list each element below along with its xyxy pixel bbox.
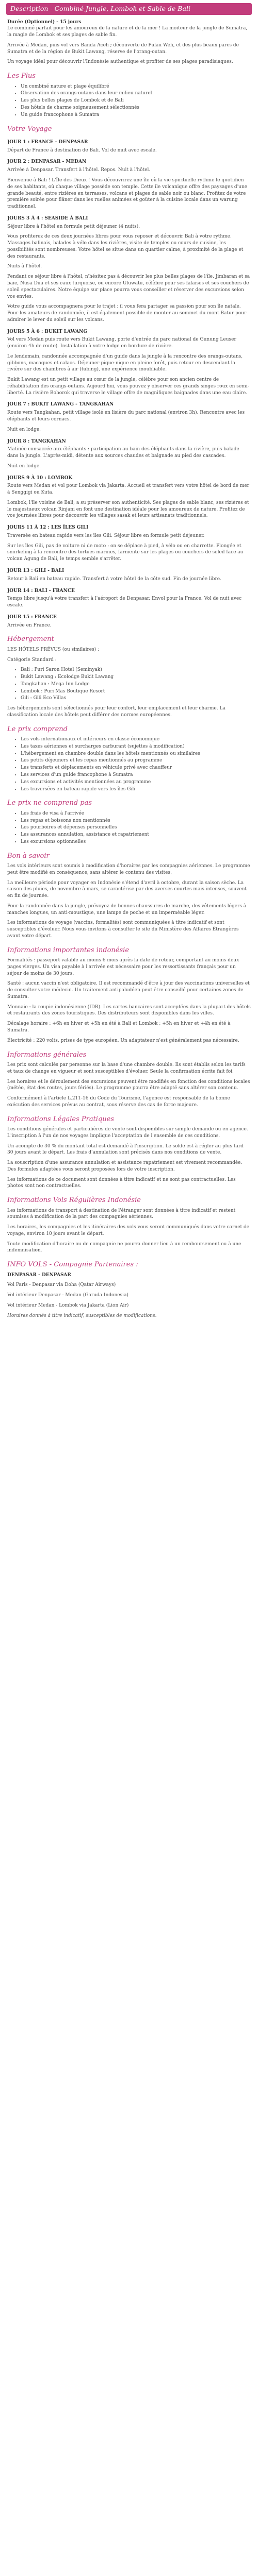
paragraph: Votre guide vous accompagnera pour le trajet : il vous fera partager sa passion pour son île natale. Pour les amateurs de randonnée, il est également possible de monter au sommet du mont Batur pour admirer le lever du soleil sur les volcans. xyxy=(7,304,247,323)
list-item: • Les vols internationaux et intérieurs en classe économique xyxy=(21,736,251,743)
intro xyxy=(7,25,251,65)
paragraph: Route vers Medan et vol pour Lombok via Jakarta. Accueil et transfert vers votre hôtel de bord de mer à Senggigi ou Kuta. xyxy=(7,483,250,496)
section-heading: Informations générales xyxy=(7,1050,87,1059)
day-heading: JOUR 1 : FRANCE - DENPASAR xyxy=(7,139,88,145)
paragraph: Bienvenue à Bali ! L'Île des Dieux ! Vous découvrirez une île où la vie spirituelle rythme le quotidien de ses habitants, où chaque village possède son temple. Cette île volcanique offre des paysages d'une grande beauté, entre rizières en terrasses, volcans et plages de sable noir ou blanc. Profitez de votre première soirée pour flâner dans les ruelles animées et goûter à la cuisine locale dans un warung traditionnel. xyxy=(7,178,248,210)
flights-note: Horaires donnés à titre indicatif, susceptibles de modifications. xyxy=(7,1313,157,1318)
list-item: • Les frais de visa à l'arrivée xyxy=(21,810,251,817)
duration: Durée (Optionnel) - 15 jours xyxy=(7,19,82,25)
list-item: • Observation des orangs-outans dans leur milieu naturel xyxy=(21,90,251,97)
paragraph: Nuit en lodge. xyxy=(7,427,41,432)
section-heading: Informations Vols Régulières Indonésie xyxy=(7,1196,141,1205)
list-item: • Les excursions optionnelles xyxy=(21,839,251,845)
paragraph: Matinée consacrée aux éléphants : participation au bain des éléphants dans la rivière, puis balade dans la jungle. L'après-midi, détente aux sources chaudes et baignade au pied des cascades. xyxy=(7,447,239,459)
paragraph: Bukit Lawang est un petit village au cœur de la jungle, célèbre pour son ancien centre de réhabilitation des orangs-outans. Aujourd'hui, vous pouvez y observer ces grands singes roux en semi-liberté. La rivière Bohorok qui traverse le village offre de magnifiques baignades dans une eau claire. xyxy=(7,377,249,396)
paragraph: Les informations de transport à destination de l'étranger sont données à titre indicatif et restent soumises à modification de la part des compagnies aériennes. xyxy=(7,1208,236,1220)
list-item: • Les petits déjeuners et les repas mentionnés au programme xyxy=(21,757,251,764)
intro-paragraph: Le combiné parfait pour les amoureux de la nature et de la mer ! La moiteur de la jungle de Sumatra, la magie de Lombok et ses plages de sable fin. xyxy=(7,26,248,38)
paragraph: Toute modification d'horaire ou de compagnie ne pourra donner lieu à un remboursement ou à une indemnisation. xyxy=(7,1241,241,1253)
day-heading: JOUR 2 : DENPASAR - MEDAN xyxy=(7,159,87,165)
day-heading: JOURS 5 À 6 : BUKIT LAWANG xyxy=(7,329,88,334)
paragraph: Le lendemain, randonnée accompagnée d'un guide dans la jungle à la rencontre des orangs-outans, gibbons, macaques et calaos. Déjeuner pique-nique en pleine forêt, puis retour en descendant la rivière sur des chambres à air (tubing), une expérience inoubliable. xyxy=(7,353,243,372)
list-item: • Les pourboires et dépenses personnelles xyxy=(21,824,251,831)
day-heading: JOUR 14 : BALI - FRANCE xyxy=(7,588,75,594)
content xyxy=(0,19,258,1319)
intro-paragraph: Un voyage idéal pour découvrir l'Indonésie authentique et profiter de ses plages paradisiaques. xyxy=(7,59,233,65)
section-heading: Informations importantes indonésie xyxy=(7,946,130,954)
paragraph: Temps libre jusqu'à votre transfert à l'aéroport de Denpasar. Envol pour la France. Vol de nuit avec escale. xyxy=(7,596,242,608)
flights-info xyxy=(7,1260,251,1319)
section-heading: Votre Voyage xyxy=(7,125,52,133)
paragraph: Sur les îles Gili, pas de voiture ni de moto : on se déplace à pied, à vélo ou en charrette. Plongée et snorkeling à la rencontre des tortues marines, farniente sur les plages ou couchers de soleil face au volcan Agung de Bali, le temps semble s'arrêter. xyxy=(7,543,244,562)
section-heading: Bon à savoir xyxy=(7,852,50,860)
intro-paragraph: Arrivée à Medan, puis vol vers Banda Aceh ; découverte de Pulau Weh, et des plus beaux parcs de Sumatra et de la région de Bukit Lawang, réserve de l'orang-outan. xyxy=(7,42,239,55)
paragraph: Catégorie Standard : xyxy=(7,657,57,663)
paragraph: Les prix sont calculés par personne sur la base d'une chambre double. Ils sont établis selon les tarifs et taux de change en vigueur et sont susceptibles d'évoluer. Seule la confirmation écrite fait foi. xyxy=(7,1062,246,1074)
paragraph: Santé : aucun vaccin n'est obligatoire. Il est recommandé d'être à jour des vaccinations universelles et de consulter votre médecin. Un traitement antipaludéen peut être conseillé pour certaines zones de Sumatra. xyxy=(7,981,250,999)
section-heading: Le prix ne comprend pas xyxy=(7,799,92,807)
flights-line: Vol intérieur Denpasar - Medan (Garuda Indonesia) xyxy=(7,1293,128,1298)
list-item: • Lombok : Puri Mas Boutique Resort xyxy=(21,688,251,695)
paragraph: Un acompte de 30 % du montant total est demandé à l'inscription. Le solde est à régler au plus tard 30 jours avant le départ. Les frais d'annulation sont précisés dans nos conditions de vente. xyxy=(7,1143,244,1156)
page-title: Description - Combiné Jungle, Lombok et Sable de Bali xyxy=(6,3,252,15)
bullet-list xyxy=(7,810,251,845)
paragraph: Traversée en bateau rapide vers les îles Gili. Séjour libre en formule petit déjeuner. xyxy=(7,533,205,538)
bullet-list xyxy=(7,667,251,702)
paragraph: Retour à Bali en bateau rapide. Transfert à votre hôtel de la côte sud. Fin de journée libre. xyxy=(7,576,221,582)
list-item: • Bali : Puri Saron Hotel (Seminyak) xyxy=(21,667,251,673)
paragraph: Pour la randonnée dans la jungle, prévoyez de bonnes chaussures de marche, des vêtements légers à manches longues, un anti-moustique, une lampe de poche et un imperméable léger. xyxy=(7,903,247,916)
list-item: • Gili : Gili Eco Villas xyxy=(21,695,251,702)
paragraph: Vol vers Medan puis route vers Bukit Lawang, porte d'entrée du parc national de Gunung Leuser (environ 4h de route). Installation à votre lodge en bordure de rivière. xyxy=(7,337,236,349)
paragraph: Décalage horaire : +6h en hiver et +5h en été à Bali et Lombok ; +5h en hiver et +4h en été à Sumatra. xyxy=(7,1021,231,1033)
list-item: • Un guide francophone à Sumatra xyxy=(21,112,251,118)
list-item: • Tangkahan : Mega Inn Lodge xyxy=(21,681,251,688)
paragraph: Nuit en lodge. xyxy=(7,463,41,469)
list-item: • Les taxes aériennes et surcharges carburant (sujettes à modification) xyxy=(21,743,251,750)
section-heading: Informations Légales Pratiques xyxy=(7,1115,115,1123)
section xyxy=(7,125,251,629)
flights-route: DENPASAR - DENPASAR xyxy=(7,1272,71,1278)
paragraph: Formalités : passeport valable au moins 6 mois après la date de retour, comportant au moins deux pages vierges. Un visa payable à l'arrivée est nécessaire pour les ressortissants français pour un séjour de moins de 30 jours. xyxy=(7,958,239,976)
paragraph: Séjour libre à l'hôtel en formule petit déjeuner (4 nuits). xyxy=(7,224,140,229)
paragraph: Électricité : 220 volts, prises de type européen. Un adaptateur n'est généralement pas nécessaire. xyxy=(7,1038,239,1043)
day-heading: JOUR 8 : TANGKAHAN xyxy=(7,438,66,444)
section xyxy=(7,1050,251,1109)
day-heading: JOURS 9 À 10 : LOMBOK xyxy=(7,475,73,481)
section xyxy=(7,725,251,793)
section xyxy=(7,1115,251,1190)
list-item: • Des hôtels de charme soigneusement sélectionnés xyxy=(21,105,251,111)
paragraph: Les conditions générales et particulières de vente sont disponibles sur simple demande ou en agence. L'inscription à l'un de nos voyages implique l'acceptation de l'ensemble de ces conditions. xyxy=(7,1127,248,1139)
section-heading: Les Plus xyxy=(7,72,36,80)
paragraph: Lombok, l'île voisine de Bali, a su préserver son authenticité. Ses plages de sable blanc, ses rizières et le majestueux volcan Rinjani en font une destination idéale pour les amoureux de nature. Profitez de vos journées libres pour découvrir les villages sasak et leurs artisanats traditionnels. xyxy=(7,500,249,519)
section xyxy=(7,852,251,940)
paragraph: Les vols intérieurs sont soumis à modification d'horaires par les compagnies aériennes. Le programme peut être modifié en conséquence, sans altérer le contenu des visites. xyxy=(7,863,250,875)
list-item: • Les excursions et activités mentionnées au programme xyxy=(21,779,251,786)
list-item: • Bukit Lawang : Ecolodge Bukit Lawang xyxy=(21,674,251,681)
paragraph: LES HÔTELS PRÉVUS (ou similaires) : xyxy=(7,647,100,652)
section xyxy=(7,946,251,1044)
paragraph: Départ de France à destination de Bali. Vol de nuit avec escale. xyxy=(7,147,157,153)
page xyxy=(0,3,258,1335)
bullet-list xyxy=(7,83,251,118)
section xyxy=(7,72,251,118)
list-item: • L'hébergement en chambre double dans les hôtels mentionnés ou similaires xyxy=(21,751,251,757)
paragraph: Les informations de voyage (vaccins, formalités) sont communiquées à titre indicatif et sont susceptibles d'évoluer. Nous vous invitons à consulter le site du Ministère des Affaires Étrangères avant votre départ. xyxy=(7,920,239,939)
sections xyxy=(7,72,251,1254)
paragraph: Vous profiterez de ces deux journées libres pour vous reposer et découvrir Bali à votre rythme. Massages balinais, balades à vélo dans les rizières, visite de temples ou cours de cuisine, les possibilités sont nombreuses. Votre hôtel se situe dans un quartier calme, à proximité de la plage et des restaurants. xyxy=(7,234,244,259)
flights-title: INFO VOLS - Compagnie Partenaires : xyxy=(7,1261,138,1269)
list-item: • Les repas et boissons non mentionnés xyxy=(21,818,251,824)
paragraph: Arrivée à Denpasar. Transfert à l'hôtel. Repos. Nuit à l'hôtel. xyxy=(7,167,151,173)
list-item: • Les plus belles plages de Lombok et de Bali xyxy=(21,97,251,104)
list-item: • Les traversées en bateau rapide vers les îles Gili xyxy=(21,786,251,793)
day-heading: JOUR 7 : BUKIT LAWANG - TANGKAHAN xyxy=(7,402,114,408)
paragraph: Nuits à l'hôtel. xyxy=(7,264,42,269)
paragraph: La souscription d'une assurance annulation et assistance rapatriement est vivement recommandée. Des formules adaptées vous seront proposées lors de votre inscription. xyxy=(7,1160,243,1172)
bullet-list xyxy=(7,736,251,792)
paragraph: Les hébergements sont sélectionnés pour leur confort, leur emplacement et leur charme. La classification locale des hôtels peut différer des normes européennes. xyxy=(7,706,225,718)
paragraph: Pendant ce séjour libre à l'hôtel, n'hésitez pas à découvrir les plus belles plages de l'île. Jimbaran et sa baie, Nusa Dua et ses eaux turquoise, ou encore Uluwatu, célèbre pour ses falaises et ses couchers de soleil spectaculaires. Notre équipe sur place pourra vous conseiller et réserver des excursions selon vos envies. xyxy=(7,274,250,299)
list-item: • Les transferts et déplacements en véhicule privé avec chauffeur xyxy=(21,765,251,771)
paragraph: Les horaires et le déroulement des excursions peuvent être modifiés en fonction des conditions locales (météo, état des routes, jours fériés). Le programme pourra être adapté sans altérer son contenu. xyxy=(7,1079,250,1091)
day-heading: JOURS 3 À 4 : SEASIDE À BALI xyxy=(7,215,88,221)
section-heading: Le prix comprend xyxy=(7,725,68,733)
paragraph: Route vers Tangkahan, petit village isolé en lisière du parc national (environ 3h). Rencontre avec les éléphants et leurs cornacs. xyxy=(7,410,245,422)
day-heading: JOUR 13 : GILI - BALI xyxy=(7,568,64,573)
paragraph: Monnaie : la roupie indonésienne (IDR). Les cartes bancaires sont acceptées dans la plupart des hôtels et restaurants des zones touristiques. Des distributeurs sont disponibles dans les villes. xyxy=(7,1004,251,1016)
section-heading: Hébergement xyxy=(7,635,54,643)
list-item: • Les assurances annulation, assistance et rapatriement xyxy=(21,832,251,838)
paragraph: La meilleure période pour voyager en Indonésie s'étend d'avril à octobre, durant la saison sèche. La saison des pluies, de novembre à mars, se caractérise par des averses courtes mais intenses, souvent en fin de journée. xyxy=(7,880,247,899)
paragraph: Les informations de ce document sont données à titre indicatif et ne sont pas contractuelles. Les photos sont non contractuelles. xyxy=(7,1177,236,1189)
paragraph: Arrivée en France. xyxy=(7,622,52,628)
section xyxy=(7,1196,251,1254)
day-heading: JOURS 11 À 12 : LES ÎLES GILI xyxy=(7,525,89,531)
list-item: • Un combiné nature et plage équilibré xyxy=(21,83,251,90)
flights-line: Vol Paris - Denpasar via Doha (Qatar Airways) xyxy=(7,1282,116,1288)
paragraph: Conformément à l'article L.211-16 du Code du Tourisme, l'agence est responsable de la bonne exécution des services prévus au contrat, sous réserve des cas de force majeure. xyxy=(7,1096,230,1108)
section xyxy=(7,635,251,718)
flights-line: Vol intérieur Medan - Lombok via Jakarta (Lion Air) xyxy=(7,1302,129,1308)
day-heading: JOUR 15 : FRANCE xyxy=(7,614,57,620)
paragraph: Les horaires, les compagnies et les itinéraires des vols vous seront communiqués dans votre carnet de voyage, environ 10 jours avant le départ. xyxy=(7,1225,250,1236)
list-item: • Les services d'un guide francophone à Sumatra xyxy=(21,772,251,778)
section xyxy=(7,799,251,845)
